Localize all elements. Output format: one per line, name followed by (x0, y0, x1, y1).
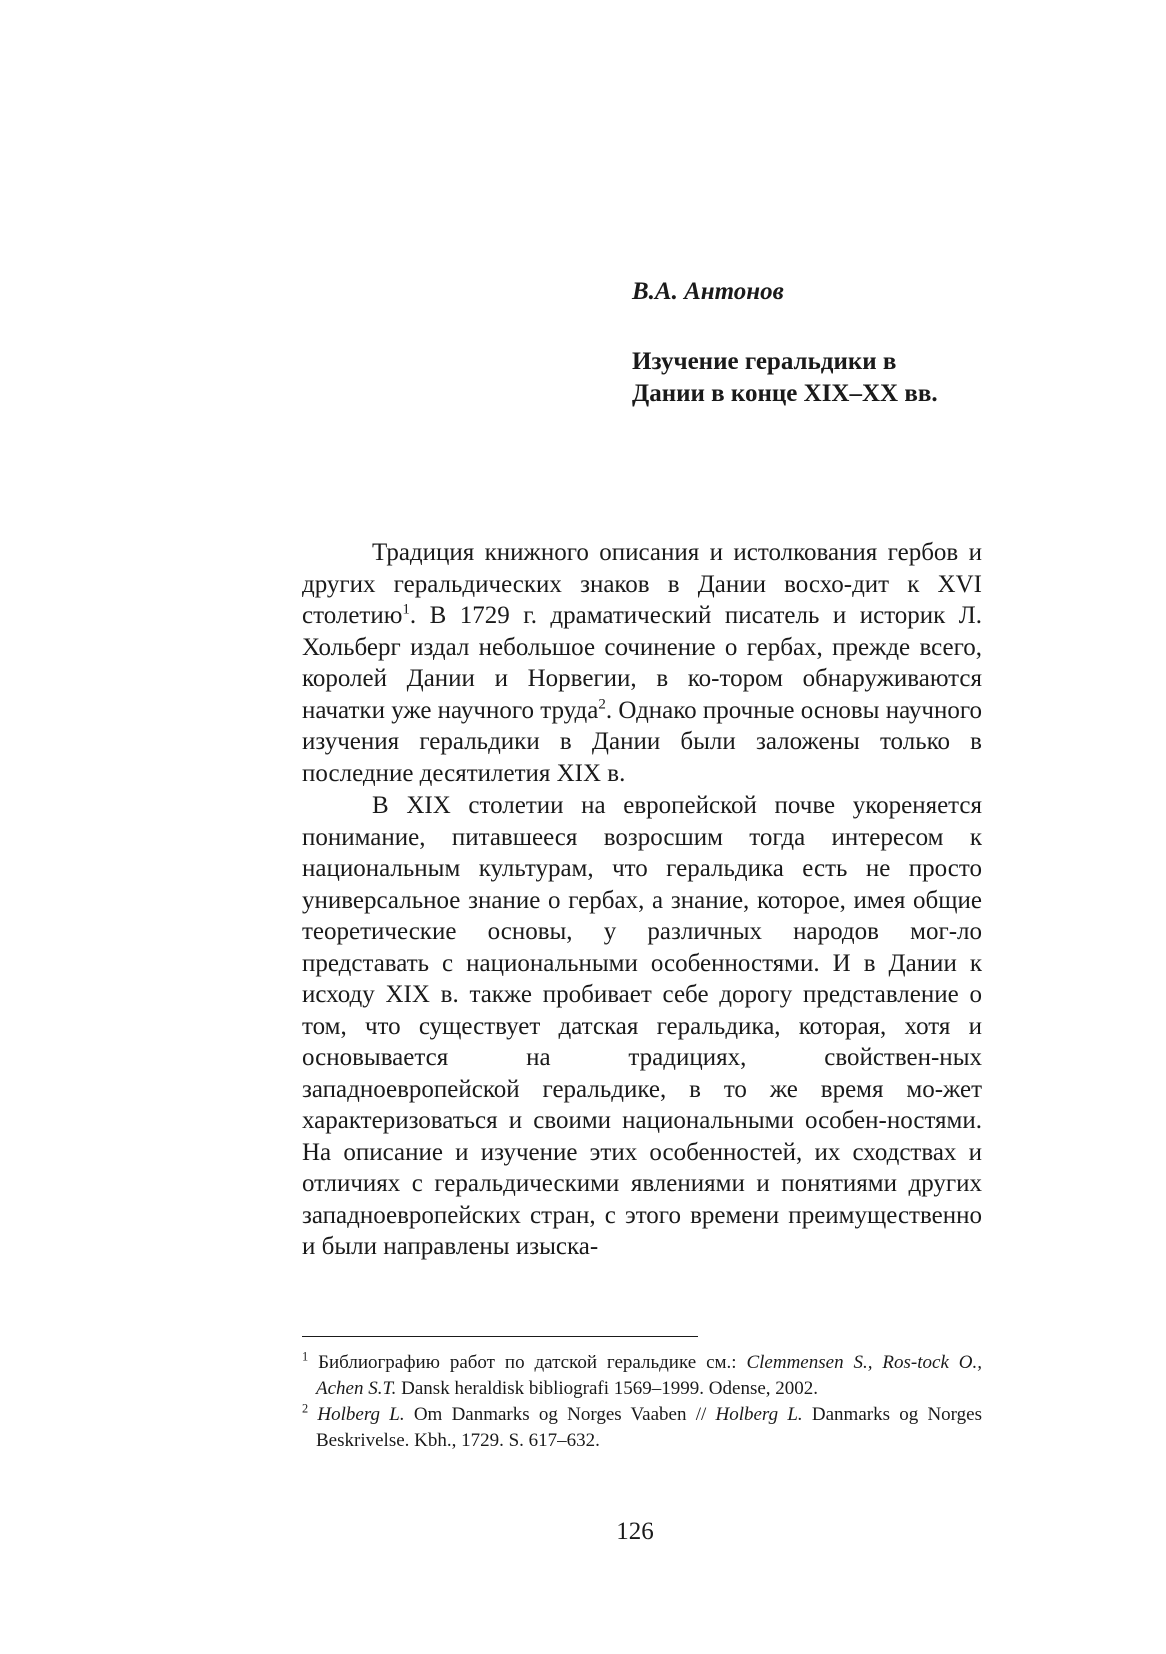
author-name: В.А. Антонов (632, 278, 784, 305)
footnote-authors: Clemmensen S., Ros-tock O., Achen S.T. (316, 1352, 983, 1399)
footnote-1 (302, 1350, 982, 1402)
footnotes (302, 1350, 982, 1454)
footnote-separator (302, 1336, 698, 1337)
footnote-number: 2 (302, 1401, 309, 1416)
footnote-authors: Holberg L. (715, 1404, 803, 1425)
paragraph-text: Традиция книжного описания и истолкования гербов и других геральдических знаков в Дании восхо-дит к XVI столетию (302, 539, 982, 629)
paragraph-text: . В 1729 г. драматический писатель и историк Л. Хольберг издал небольшое сочинение о гербах, прежде всего, королей Дании и Норвегии, в ко-тором обнаруживаются начатки уже научного труда (302, 602, 982, 724)
footnote-text: Om Danmarks og Norges Vaaben // (404, 1404, 716, 1425)
article-body (302, 537, 982, 1263)
page-number: 126 (616, 1518, 654, 1545)
paragraph-2: В XIX столетии на европейской почве укореняется понимание, питавшееся возросшим тогда интересом к национальным культурам, что геральдика есть не просто универсальное знание о гербах, а знание, которое, имея общие теоретические основы, у различных народов мог-ло представать с национальными особенностями. И в Дании к исходу XIX в. также пробивает себе дорогу представление о том, что существует датская геральдика, которая, хотя и основывается на традициях, свойствен-ных западноевропейской геральдике, в то же время мо-жет характеризоваться и своими национальными особен-ностями. На описание и изучение этих особенностей, их сходствах и отличиях с геральдическими явлениями и понятиями других западноевропейских стран, с этого времени преимущественно и были направлены изыска- (302, 792, 982, 1260)
title-line-1: Изучение геральдики в (632, 348, 897, 375)
footnote-text: Danmarks og Norges Beskrivelse. Kbh., 1729. S. 617–632. (316, 1404, 982, 1451)
footnote-number: 1 (302, 1349, 309, 1364)
paragraph-text: . Однако прочные основы научного изучения геральдики в Дании были заложены только в последние десятилетия XIX в. (302, 696, 982, 787)
footnote-ref-2: 2 (598, 696, 606, 713)
footnote-ref-1: 1 (402, 601, 410, 618)
paragraph-1 (302, 537, 982, 789)
footnote-authors: Holberg L. (317, 1404, 405, 1425)
footnote-2 (302, 1402, 982, 1454)
footnote-text: Библиографию работ по датской геральдике см.: (318, 1352, 747, 1373)
article-title (632, 346, 938, 410)
title-line-2: Дании в конце XIX–XX вв. (632, 380, 938, 407)
footnote-text: Dansk heraldisk bibliografi 1569–1999. Odense, 2002. (396, 1378, 819, 1399)
